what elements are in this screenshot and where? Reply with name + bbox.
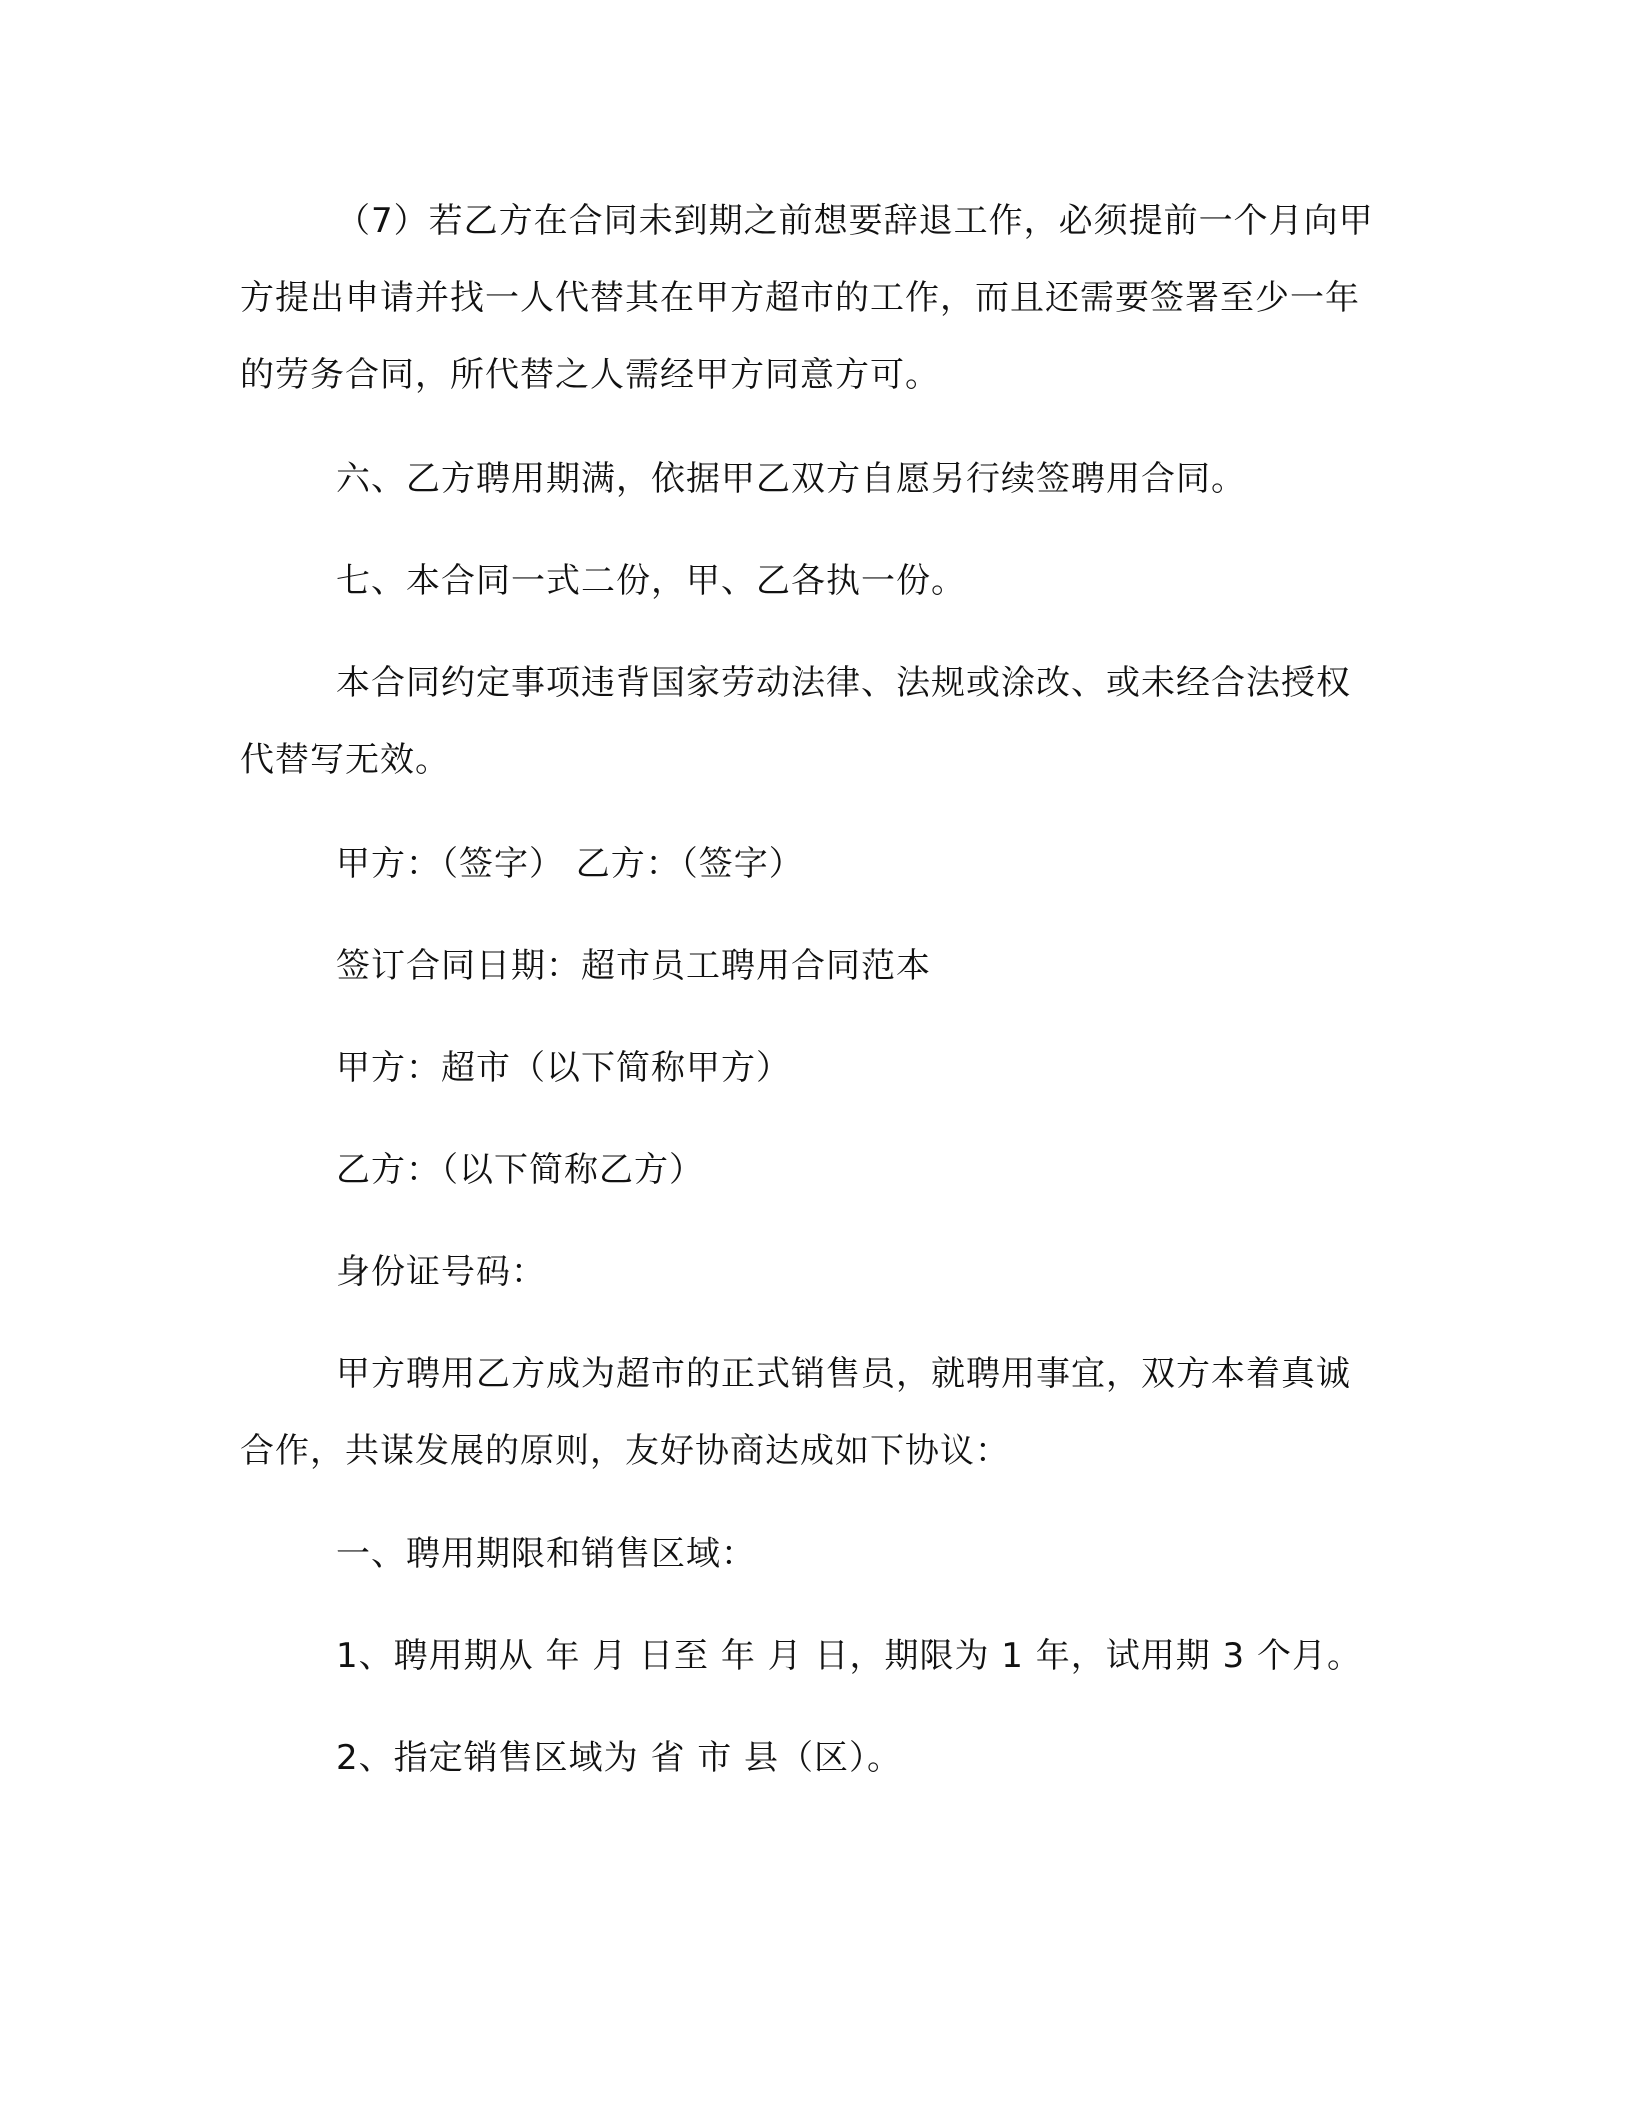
paragraph-copies-clause: 七、本合同一式二份，甲、乙各执一份。	[336, 561, 966, 601]
paragraph-signatures: 甲方：（签字） 乙方：（签字）	[336, 844, 804, 884]
paragraph-renewal-clause: 六、乙方聘用期满，依据甲乙双方自愿另行续签聘用合同。	[336, 459, 1246, 499]
paragraph-sales-region: 2、指定销售区域为 省 市 县（区）。	[336, 1738, 903, 1778]
paragraph-party-b: 乙方：（以下简称乙方）	[336, 1150, 704, 1190]
paragraph-signing-date: 签订合同日期：超市员工聘用合同范本	[336, 946, 931, 986]
paragraph-party-a: 甲方：超市（以下简称甲方）	[336, 1048, 791, 1088]
paragraph-resignation-clause: （7）若乙方在合同未到期之前想要辞退工作，必须提前一个月向甲方提出申请并找一人代替其在甲方超市的工作，而且还需要签署至少一年的劳务合同，所代替之人需经甲方同意方可。	[240, 201, 1374, 395]
paragraph-employment-term: 1、聘用期从 年 月 日至 年 月 日，期限为 1 年，试用期 3 个月。	[336, 1636, 1362, 1676]
section-heading-term-and-region: 一、聘用期限和销售区域：	[336, 1534, 756, 1574]
paragraph-agreement-intro: 甲方聘用乙方成为超市的正式销售员，就聘用事宜，双方本着真诚合作，共谋发展的原则，友好协商达成如下协议：	[240, 1354, 1351, 1471]
paragraph-validity-clause: 本合同约定事项违背国家劳动法律、法规或涂改、或未经合法授权代替写无效。	[240, 663, 1351, 780]
paragraph-id-number: 身份证号码：	[336, 1252, 546, 1292]
